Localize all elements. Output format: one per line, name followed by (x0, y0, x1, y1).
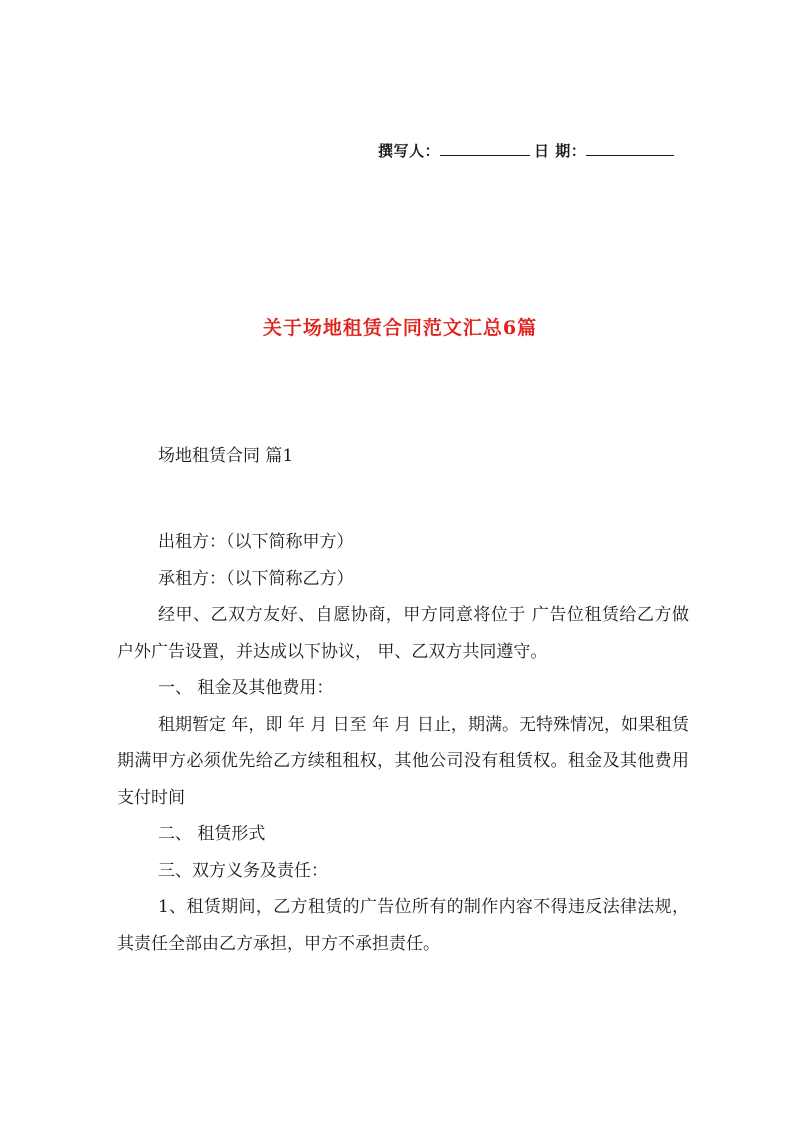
paragraph-obligation-1: 1、租赁期间，乙方租赁的广告位所有的制作内容不得违反法律法规，其责任全部由乙方承担，甲方不承担责任。 (117, 897, 689, 954)
section-heading: 场地租赁合同 篇1 (158, 446, 294, 466)
author-blank (440, 141, 530, 156)
paragraph-lessee: 承租方：（以下简称乙方） (158, 568, 354, 589)
date-blank (586, 141, 674, 156)
author-date-line (378, 140, 674, 161)
paragraph-clause-3-heading: 三、双方义务及责任： (158, 860, 328, 881)
contract-body (117, 524, 689, 962)
date-label: 日 期： (534, 142, 587, 160)
author-label: 撰写人： (378, 142, 441, 160)
paragraph-agreement: 经甲、乙双方友好、自愿协商，甲方同意将位于 广告位租赁给乙方做户外广告设置，并达成以下协议， 甲、乙双方共同遵守。 (117, 605, 689, 662)
paragraph-clause-1-heading: 一、 租金及其他费用： (158, 678, 334, 698)
document-title: 关于场地租赁合同范文汇总6篇 (262, 317, 538, 339)
paragraph-lease-term: 租期暂定 年，即 年 月 日至 年 月 日止，期满。无特殊情况，如果租赁期满甲方必须优先给乙方续租租权，其他公司没有租赁权。租金及其他费用支付时间 (117, 714, 689, 808)
paragraph-clause-2-heading: 二、 租赁形式 (158, 824, 266, 844)
paragraph-lessor: 出租方：（以下简称甲方） (158, 532, 354, 552)
